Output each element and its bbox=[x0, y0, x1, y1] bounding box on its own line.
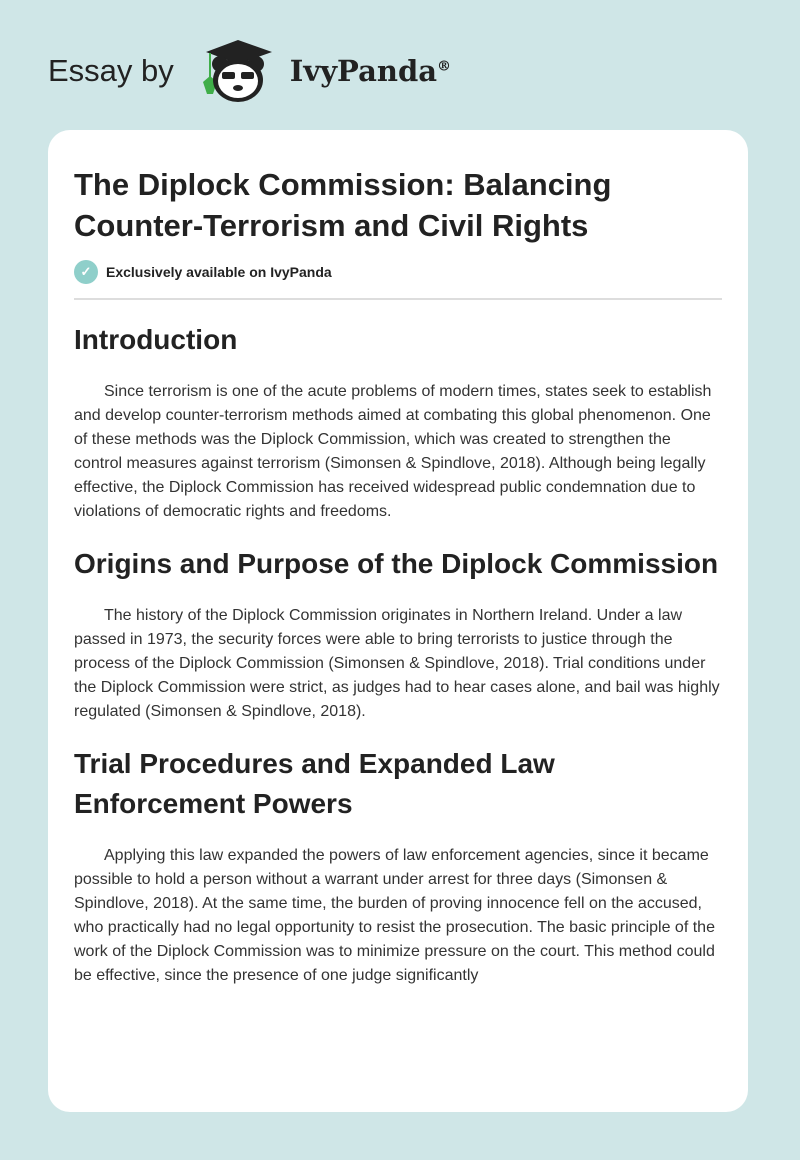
registered-mark: ® bbox=[437, 58, 452, 75]
badge-text: Exclusively available on IvyPanda bbox=[106, 264, 332, 280]
section-paragraph: Applying this law expanded the powers of law enforcement agencies, since it became possible to hold a person without a warrant under arrest for three days (Simonsen & Spindlove, 2018). At the same time, the burden of proving innocence fell on the accused, who practically had no legal opportunity to resist the prosecution. The basic principle of the work of the Diplock Commission was to minimize pressure on the court. This method could be effective, since the presence of one judge significantly bbox=[74, 847, 715, 984]
essay-by-label: Essay by bbox=[48, 53, 174, 88]
section-paragraph: The history of the Diplock Commission originates in Northern Ireland. Under a law passed in 1973, the security forces were able to bring terrorists to justice through the process of the Diplock Commission (Simonsen & Spindlove, 2018). Trial conditions under the Diplock Commission were strict, as judges had to hear cases alone, and bail was highly regulated (Simonsen & Spindlove, 2018). bbox=[74, 607, 720, 720]
brand-text: IvyPanda bbox=[289, 54, 438, 88]
section-paragraph: Since terrorism is one of the acute problems of modern times, states seek to establish and develop counter-terrorism methods aimed at combating this global phenomenon. One of these methods was the Diplock Commission, which was created to strengthen the control measures against terrorism (Simonsen & Spindlove, 2018). Although being legally effective, the Diplock Commission has received widespread public condemnation due to violations of democratic rights and freedoms. bbox=[74, 383, 712, 520]
section-heading: Origins and Purpose of the Diplock Commission bbox=[74, 548, 719, 579]
exclusive-badge bbox=[74, 260, 722, 300]
section-heading: Trial Procedures and Expanded Law Enforcement Powers bbox=[74, 748, 555, 819]
essay-title: The Diplock Commission: Balancing Counter-Terrorism and Civil Rights bbox=[74, 167, 612, 243]
site-header bbox=[48, 36, 451, 106]
check-icon: ✓ bbox=[74, 260, 98, 284]
essay-card bbox=[48, 130, 748, 1112]
section-heading: Introduction bbox=[74, 324, 238, 355]
brand-name bbox=[290, 54, 451, 88]
ivypanda-logo-icon[interactable] bbox=[194, 38, 278, 104]
